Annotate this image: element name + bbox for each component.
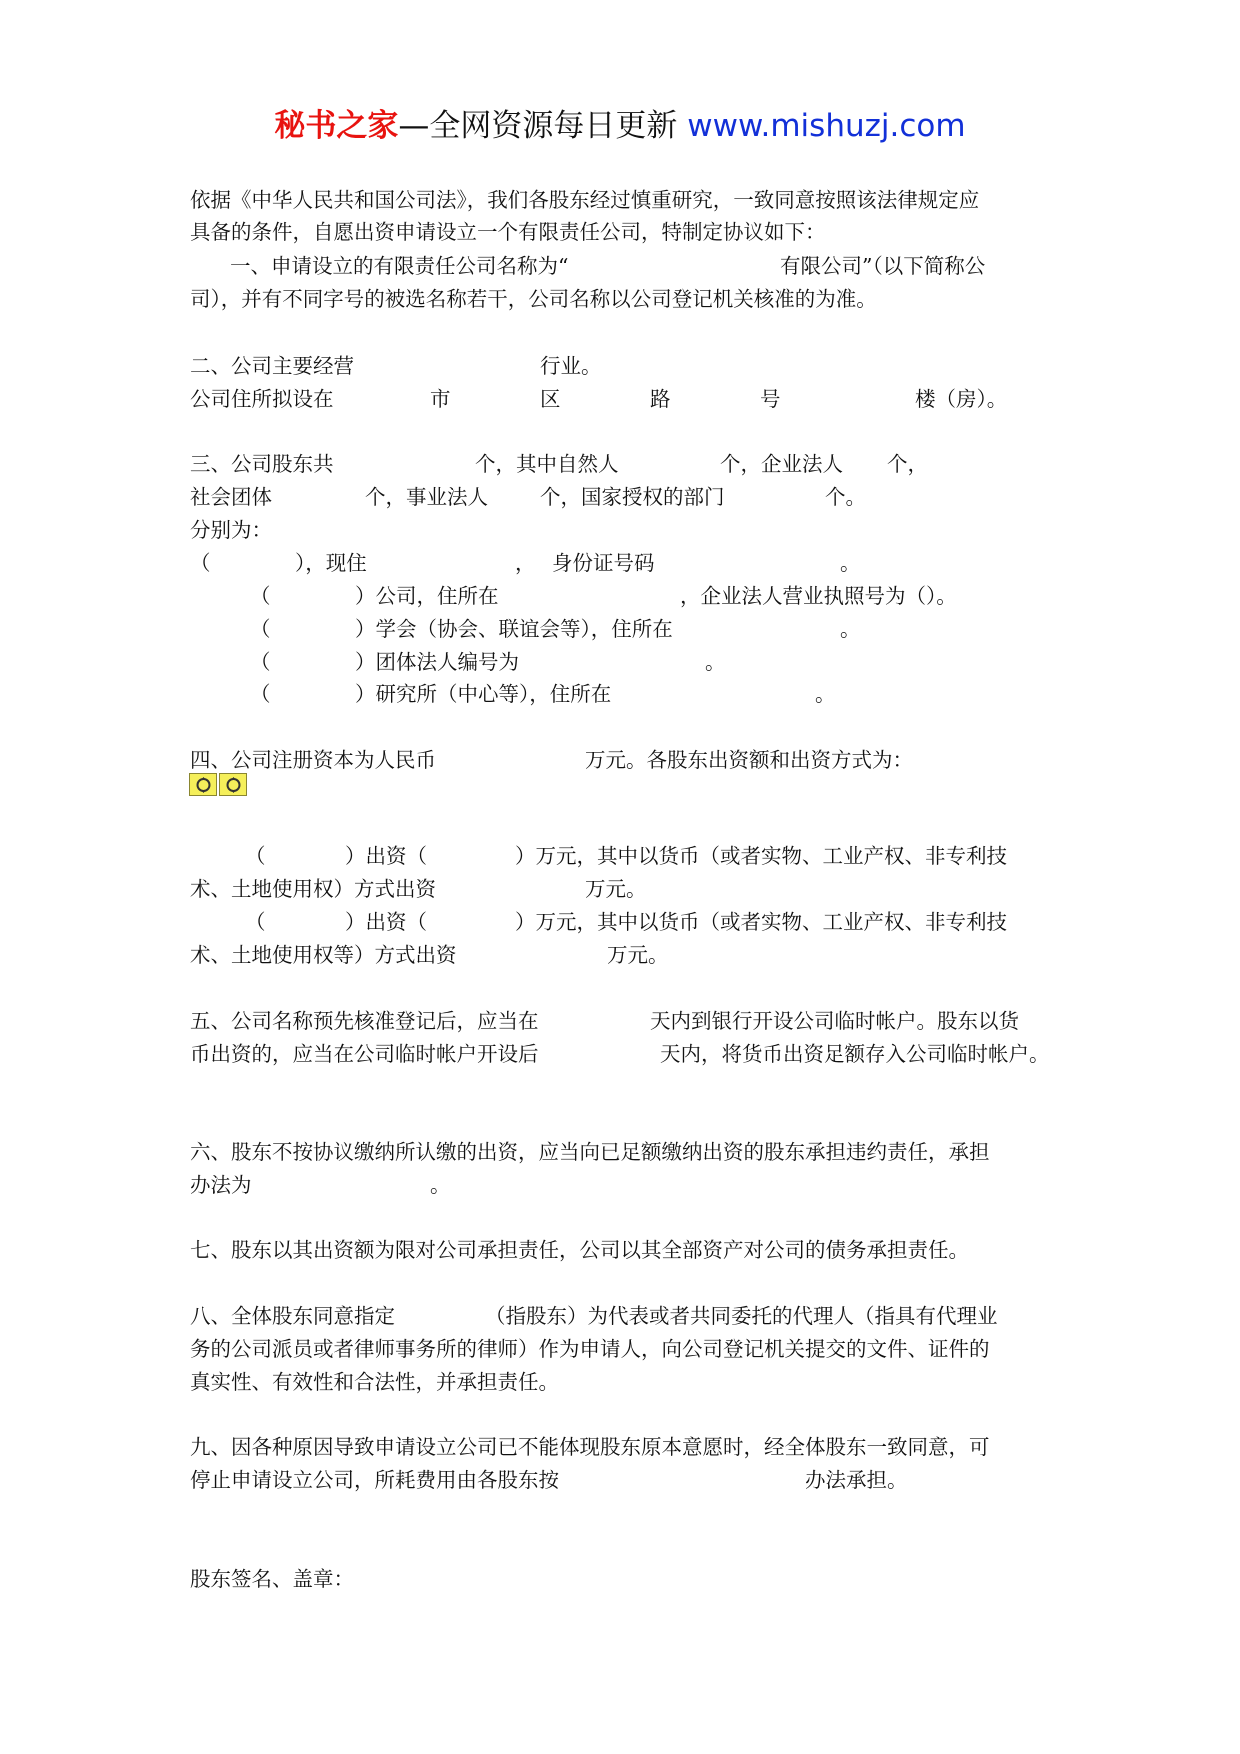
text: 九、因各种原因导致申请设立公司已不能体现股东原本意愿时，经全体股东一致同意，可 — [190, 1435, 990, 1459]
text: ）公司，住所在 — [355, 584, 499, 608]
text: 六、股东不按协议缴纳所认缴的出资，应当向已足额缴纳出资的股东承担违约责任，承担 — [190, 1140, 990, 1164]
text: 。 — [430, 1173, 451, 1197]
site-banner — [0, 100, 1240, 145]
text: 八、全体股东同意指定 — [190, 1304, 395, 1328]
text: 具备的条件，自愿出资申请设立一个有限责任公司，特制定协议如下： — [190, 220, 826, 244]
text: （ — [250, 584, 271, 608]
text: 七、股东以其出资额为限对公司承担责任，公司以其全部资产对公司的债务承担责任。 — [190, 1238, 969, 1262]
text: ， — [515, 551, 536, 575]
text: 天内，将货币出资足额存入公司临时帐户。 — [660, 1042, 1050, 1066]
text: 个， — [887, 452, 928, 476]
text: ）团体法人编号为 — [355, 650, 519, 674]
text: 币出资的，应当在公司临时帐户开设后 — [190, 1042, 539, 1066]
text: （ — [245, 910, 266, 934]
text: 四、公司注册资本为人民币 — [190, 748, 436, 772]
text: ）学会（协会、联谊会等），住所在 — [355, 617, 673, 641]
text: （指股东）为代表或者共同委托的代理人（指具有代理业 — [485, 1304, 998, 1328]
text: 依据《中华人民共和国公司法》，我们各股东经过慎重研究，一致同意按照该法律规定应 — [190, 188, 980, 212]
text: 公司住所拟设在 — [190, 387, 334, 411]
text: 真实性、有效性和合法性，并承担责任。 — [190, 1370, 559, 1394]
text: ）出资（ — [345, 844, 427, 868]
text: 股东签名、盖章： — [190, 1567, 354, 1591]
text: 天内到银行开设公司临时帐户。股东以货 — [650, 1009, 1019, 1033]
embedded-object-icon[interactable] — [219, 773, 247, 796]
text: 万元。 — [607, 943, 669, 967]
text: 一、申请设立的有限责任公司名称为“ — [230, 254, 569, 278]
text: ）研究所（中心等），住所在 — [355, 682, 612, 706]
text: （ — [245, 844, 266, 868]
text: 号 — [760, 387, 781, 411]
text: 务的公司派员或者律师事务所的律师）作为申请人，向公司登记机关提交的文件、证件的 — [190, 1337, 990, 1361]
text: 分别为： — [190, 518, 272, 542]
text: （ — [250, 682, 271, 706]
text: 万元。 — [585, 877, 647, 901]
text: 五、公司名称预先核准登记后，应当在 — [190, 1009, 539, 1033]
text: 区 — [540, 387, 561, 411]
text: ），现住 — [295, 551, 367, 575]
banner-slogan: —全网资源每日更新 — [398, 108, 688, 144]
text: （ — [190, 551, 211, 575]
text: 市 — [430, 387, 451, 411]
text: ）出资（ — [345, 910, 427, 934]
text: 。 — [840, 551, 861, 575]
text: 个，企业法人 — [720, 452, 843, 476]
text: （ — [250, 650, 271, 674]
brand-name: 秘书之家 — [274, 108, 399, 144]
text: 办法为 — [190, 1173, 252, 1197]
embedded-object-icon[interactable] — [189, 773, 217, 796]
text: 有限公司”（以下简称公 — [780, 254, 986, 278]
site-url-link[interactable]: www.mishuzj.com — [687, 108, 966, 144]
text: 个，事业法人 — [365, 485, 488, 509]
text: 个，其中自然人 — [475, 452, 619, 476]
text: 。 — [815, 682, 836, 706]
embedded-objects[interactable] — [189, 773, 249, 797]
text: 术、土地使用权等）方式出资 — [190, 943, 457, 967]
text: 司），并有不同字号的被选名称若干，公司名称以公司登记机关核准的为准。 — [190, 287, 877, 311]
text: 路 — [650, 387, 671, 411]
text: ）万元，其中以货币（或者实物、工业产权、非专利技 — [515, 844, 1007, 868]
text: 办法承担。 — [805, 1468, 908, 1492]
text: 个，国家授权的部门 — [540, 485, 725, 509]
text: 身份证号码 — [552, 551, 655, 575]
text: 行业。 — [540, 354, 602, 378]
text: 个。 — [825, 485, 866, 509]
text: 。 — [705, 650, 726, 674]
text: 社会团体 — [190, 485, 272, 509]
text: （ — [250, 617, 271, 641]
text: 万元。各股东出资额和出资方式为： — [585, 748, 913, 772]
text: 停止申请设立公司，所耗费用由各股东按 — [190, 1468, 559, 1492]
text: 三、公司股东共 — [190, 452, 334, 476]
text: ，企业法人营业执照号为（）。 — [680, 584, 957, 608]
text: 。 — [840, 617, 861, 641]
text: 术、土地使用权）方式出资 — [190, 877, 436, 901]
text: ）万元，其中以货币（或者实物、工业产权、非专利技 — [515, 910, 1007, 934]
text: 二、公司主要经营 — [190, 354, 354, 378]
text: 楼（房）。 — [915, 387, 1008, 411]
